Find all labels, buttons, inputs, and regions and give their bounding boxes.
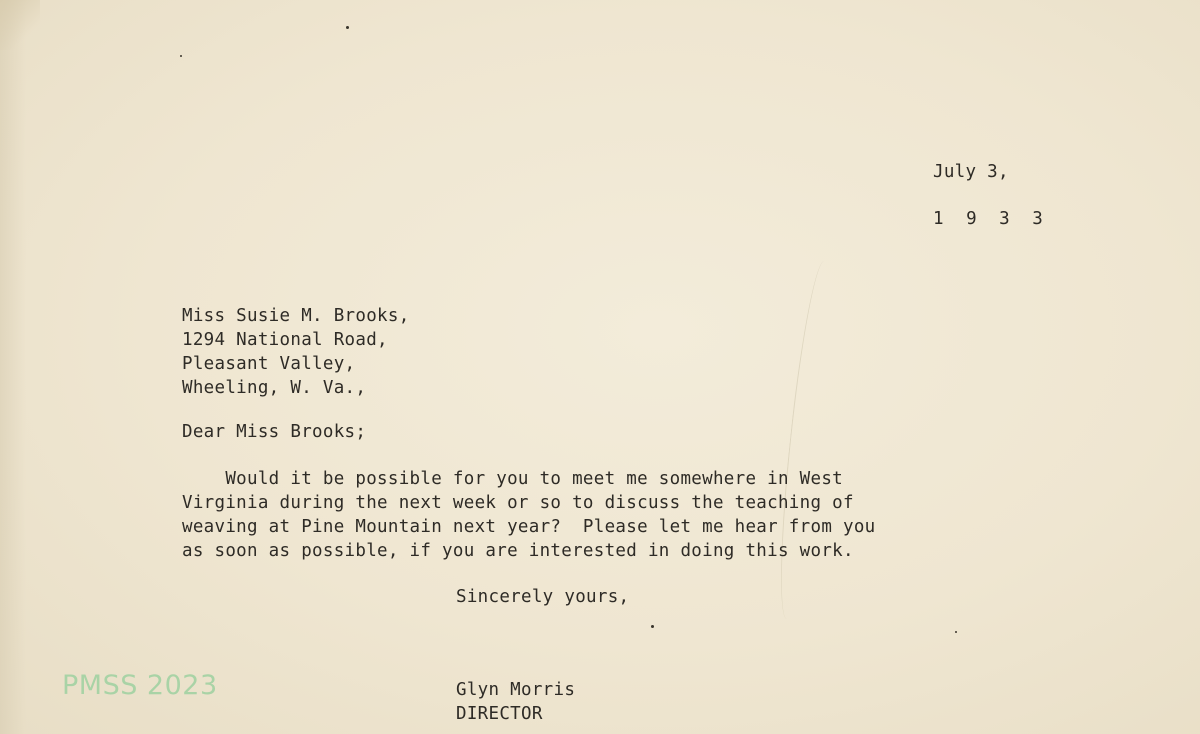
- ink-speck: [651, 625, 654, 628]
- recipient-area: Pleasant Valley,: [182, 354, 356, 374]
- recipient-name: Miss Susie M. Brooks,: [182, 306, 410, 326]
- recipient-street: 1294 National Road,: [182, 330, 388, 350]
- paper-crease: [771, 259, 839, 620]
- ink-speck: [955, 631, 957, 633]
- ink-speck: [180, 55, 182, 57]
- signature-name: Glyn Morris: [456, 680, 576, 700]
- paper-corner-wear: [0, 0, 40, 50]
- body-line: weaving at Pine Mountain next year? Please let me hear from you: [182, 517, 876, 537]
- ink-speck: [346, 26, 349, 29]
- archive-watermark: PMSS 2023: [62, 670, 218, 701]
- body-line: as soon as possible, if you are interested in doing this work.: [182, 541, 854, 561]
- body-line: Would it be possible for you to meet me somewhere in West: [182, 469, 843, 489]
- letter-date: July 3,: [933, 162, 1009, 182]
- salutation: Dear Miss Brooks;: [182, 422, 367, 442]
- recipient-city: Wheeling, W. Va.,: [182, 378, 367, 398]
- signature-title: DIRECTOR: [456, 704, 543, 724]
- paper-edge-shadow: [0, 0, 26, 734]
- letter-year: 1 9 3 3: [933, 209, 1049, 229]
- body-line: Virginia during the next week or so to discuss the teaching of: [182, 493, 854, 513]
- closing: Sincerely yours,: [456, 587, 630, 607]
